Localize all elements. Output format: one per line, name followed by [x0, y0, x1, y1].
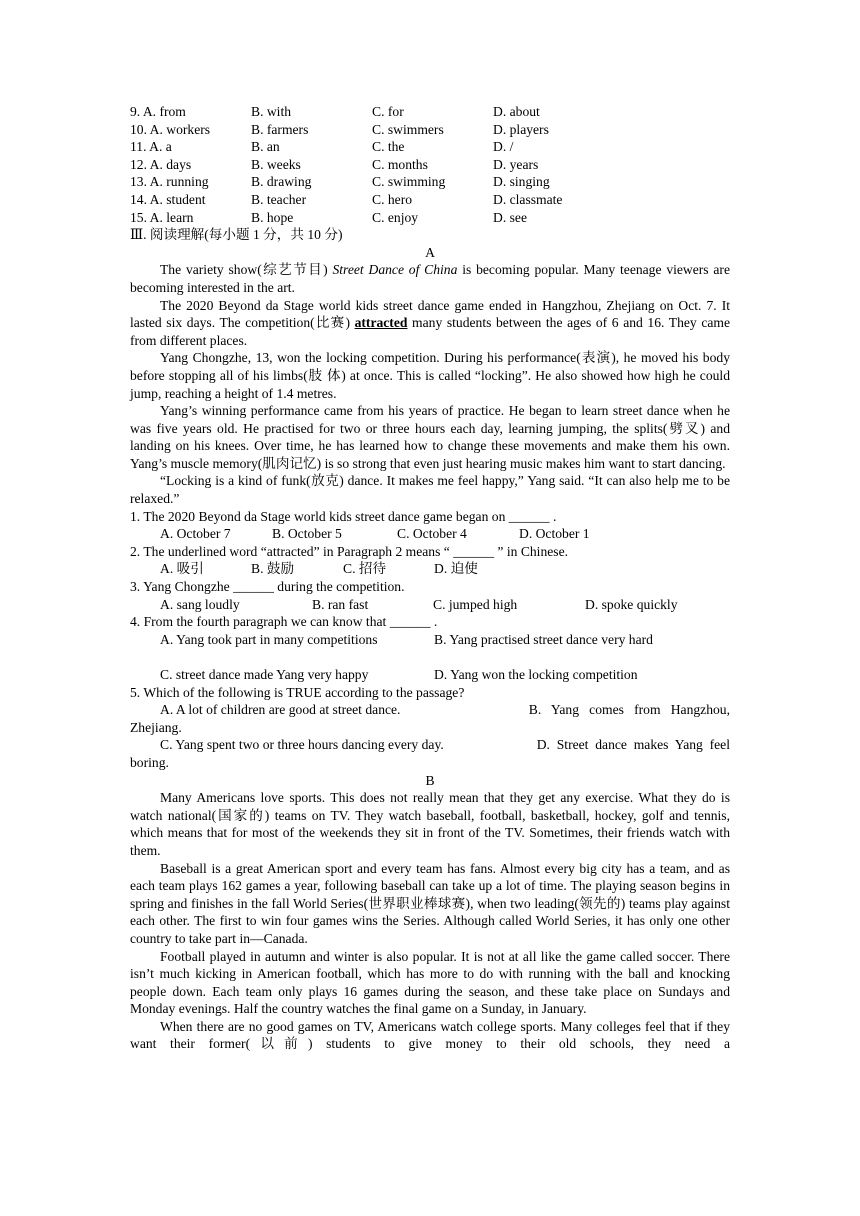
question: 3. Yang Chongzhe ______ during the competition. [130, 579, 405, 595]
paragraph: Football played in autumn and winter is also popular. It is not at all like the game called soccer. There isn’t much kicking in American football, which has more to do with running with the ball and knocking people down. Each team only plays 16 games during the season, and these take place on Sundays and Monday evenings. Half the country watches the final game on a Sunday, in January. [130, 948, 730, 1017]
option-a: 9. A. from [130, 104, 186, 119]
question: 4. From the fourth paragraph we can know that ______ . [130, 614, 438, 630]
option-b: B. with [251, 104, 292, 119]
option-b: B. teacher [251, 191, 307, 207]
option-a: 15. A. learn [130, 209, 194, 225]
cloze-options [130, 103, 730, 226]
paragraph-text: The variety show(综艺节目) [160, 262, 333, 278]
paragraph: Baseball is a great American sport and every team has fans. Almost every big city has a team, and as each team plays 162 games a year, following baseball can take up a lot of time. The playing season begins in spring and finishes in the fall World Series(世界职业棒球赛), when two leading(领先的) teams play against each other. The first to win four games wins the Series. Although called World Series, it has only one other country to take part in—Canada. [130, 860, 730, 946]
option-a: 13. A. running [130, 174, 209, 190]
choice-continuation: boring. [130, 754, 169, 770]
option-a: 12. A. days [130, 156, 192, 172]
question-choices [130, 701, 730, 719]
exam-page [130, 103, 730, 1053]
option-row [130, 156, 730, 174]
option-c: C. for [372, 104, 404, 119]
choice: A. A lot of children are good at street dance. [160, 702, 401, 718]
option-d: D. classmate [493, 191, 563, 207]
option-a: 14. A. student [130, 191, 206, 207]
option-a: 11. A. a [130, 139, 172, 155]
choice: B. Yang practised street dance very hard [434, 631, 653, 647]
option-c: C. hero [372, 191, 413, 207]
paragraph: Yang Chongzhe, 13, won the locking competition. During his performance(表演), he moved his body before stopping all of his limbs(肢 体) at once. This is called “locking”. He also showed how high he could jump, reaching a height of 1.4 metres. [130, 350, 730, 401]
choice: D. Yang won the locking competition [434, 667, 638, 682]
paragraph: “Locking is a kind of funk(放克) dance. It makes me feel happy,” Yang said. “It can also help me to be relaxed.” [130, 473, 730, 507]
question-choices [130, 736, 730, 754]
choice: D. spoke quickly [585, 596, 678, 612]
paragraph [130, 297, 730, 350]
choice: D. Street dance makes Yang feel [536, 737, 730, 753]
question: 5. Which of the following is TRUE according to the passage? [130, 684, 465, 700]
option-d: D. singing [493, 174, 550, 190]
option-row [130, 191, 730, 209]
choice: C. Yang spent two or three hours dancing every day. [160, 737, 444, 753]
choice: B. 鼓励 [251, 561, 295, 577]
option-d: D. see [493, 209, 527, 225]
option-row [130, 103, 730, 121]
question: 2. The underlined word “attracted” in Paragraph 2 means “ ______ ” in Chinese. [130, 543, 569, 559]
paragraph: When there are no good games on TV, Americans watch college sports. Many colleges feel that if they want their former(以前) students to give money to their old schools, they need a [130, 1018, 730, 1052]
choice: D. October 1 [519, 526, 590, 542]
option-d: D. / [493, 139, 514, 155]
paragraph [130, 261, 730, 296]
paragraph: Many Americans love sports. This does not really mean that they get any exercise. What they do is watch national(国家的) teams on TV. They watch baseball, football, basketball, hockey, golf and tennis, which means that for most of the weekends they sit in front of the TV. Sometimes, their friends watch with them. [130, 790, 730, 858]
option-row [130, 173, 730, 191]
option-d: D. years [493, 156, 539, 172]
question-choices [130, 525, 730, 543]
choice: C. street dance made Yang very happy [160, 667, 369, 682]
paragraph-text: is becoming popular. Many teenage viewers are becoming interested in the art. [130, 262, 730, 295]
option-b: B. an [251, 139, 280, 155]
choice: C. October 4 [397, 526, 467, 542]
choice: C. 招待 [343, 561, 387, 577]
choice: D. 迫使 [434, 561, 478, 577]
question-choices [130, 666, 730, 684]
passage-label: A [425, 244, 435, 260]
choice-continuation: Zhejiang. [130, 719, 182, 735]
option-b: B. drawing [251, 174, 312, 190]
option-row [130, 209, 730, 227]
option-d: D. players [493, 121, 549, 137]
paragraph-text: The 2020 Beyond da Stage world kids street dance game ended in Hangzhou, Zhejiang on Oct. 7. It lasted six days. The competition(比赛) [130, 297, 730, 331]
option-c: C. swimmers [372, 121, 444, 137]
option-b: B. farmers [251, 121, 309, 137]
show-title: Street Dance of China [332, 262, 458, 278]
choice: A. Yang took part in many competitions [160, 631, 378, 647]
question-choices [130, 631, 730, 649]
choice: A. sang loudly [160, 596, 240, 612]
choice: B. ran fast [312, 596, 369, 612]
option-d: D. about [493, 104, 540, 119]
choice: B. October 5 [272, 526, 342, 542]
option-c: C. swimming [372, 174, 446, 190]
option-c: C. the [372, 139, 405, 155]
question: 1. The 2020 Beyond da Stage world kids street dance game began on ______ . [130, 508, 557, 524]
option-b: B. weeks [251, 156, 301, 172]
spacer [130, 648, 730, 666]
option-row [130, 138, 730, 156]
choice: B. Yang comes from Hangzhou, [528, 702, 730, 718]
choice: A. October 7 [160, 526, 231, 542]
choice: C. jumped high [433, 596, 518, 612]
option-b: B. hope [251, 209, 294, 225]
option-a: 10. A. workers [130, 121, 211, 137]
question-choices [130, 560, 730, 578]
underlined-word: attracted [354, 315, 408, 331]
option-c: C. months [372, 156, 428, 172]
section-title: Ⅲ. 阅读理解(每小题 1 分，共 10 分) [130, 227, 343, 243]
passage-label: B [425, 772, 435, 788]
paragraph-text: many students between the ages of 6 and 16. They came from different places. [130, 315, 730, 348]
option-row [130, 121, 730, 139]
question-choices [130, 596, 730, 614]
paragraph: Yang’s winning performance came from his years of practice. He began to learn street dance when he was five years old. He practised for two or three hours each day, learning jumping, the splits(劈叉) and landing on his knees. Over time, he has learned how to change these movements and make them his own. Yang’s muscle memory(肌肉记忆) is so strong that even just hearing music makes him want to start dancing. [130, 403, 730, 471]
choice: A. 吸引 [160, 561, 204, 577]
option-c: C. enjoy [372, 209, 419, 225]
